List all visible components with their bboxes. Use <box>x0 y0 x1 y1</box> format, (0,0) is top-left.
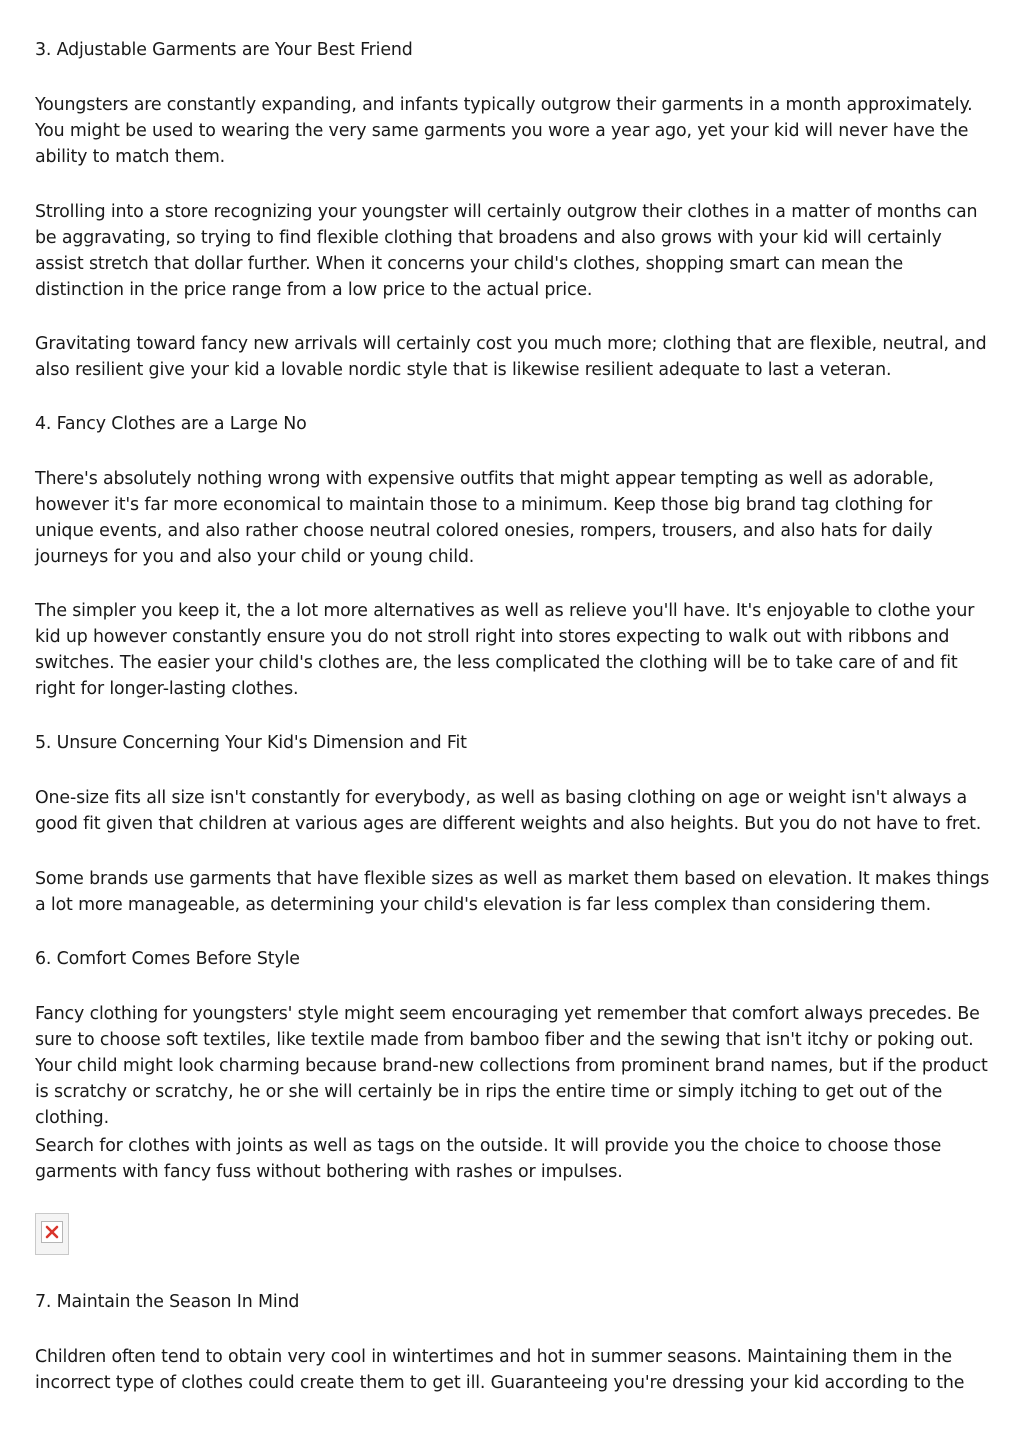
section-heading-6: 6. Comfort Comes Before Style <box>35 949 300 969</box>
paragraph-3b: Strolling into a store recognizing your youngster will certainly outgrow their clothes in a matter of months can be aggravating, so trying to find flexible clothing that broadens and also grows with your kid will certainly assist stretch that dollar further. When it concerns your child's clothes, shopping smart can mean the distinction in the price range from a low price to the actual price. <box>35 202 978 300</box>
paragraph-4a: There's absolutely nothing wrong with expensive outfits that might appear tempting as well as adorable, however it's far more economical to maintain those to a minimum. Keep those big brand tag clothing for unique events, and also rather choose neutral colored onesies, rompers, trousers, and also hats for daily journeys for you and also your child or young child. <box>35 469 934 567</box>
paragraph-5b: Some brands use garments that have flexible sizes as well as market them based on elevation. It makes things a lot more manageable, as determining your child's elevation is far less complex than considering them. <box>35 869 990 915</box>
close-x-icon <box>45 1225 59 1239</box>
section-heading-5: 5. Unsure Concerning Your Kid's Dimension and Fit <box>35 733 467 753</box>
section-heading-3: 3. Adjustable Garments are Your Best Friend <box>35 40 413 60</box>
broken-image-icon <box>35 1213 69 1255</box>
paragraph-3c: Gravitating toward fancy new arrivals will certainly cost you much more; clothing that are flexible, neutral, and also resilient give your kid a lovable nordic style that is likewise resilient adequate to last a veteran. <box>35 334 987 380</box>
paragraph-6a: Fancy clothing for youngsters' style might seem encouraging yet remember that comfort always precedes. Be sure to choose soft textiles, like textile made from bamboo fiber and the sewing that isn't itchy or poking out. Your child might look charming because brand-new collections from prominent brand names, but if the product is scratchy or scratchy, he or she will certainly be in rips the entire time or simply itching to get out of the clothing. <box>35 1004 988 1128</box>
section-heading-7: 7. Maintain the Season In Mind <box>35 1292 300 1312</box>
paragraph-5a: One-size fits all size isn't constantly for everybody, as well as basing clothing on age or weight isn't always a good fit given that children at various ages are different weights and also heights. But you do not have to fret. <box>35 788 982 834</box>
section-heading-4: 4. Fancy Clothes are a Large No <box>35 414 307 434</box>
paragraph-6b: Search for clothes with joints as well as tags on the outside. It will provide you the choice to choose those garments with fancy fuss without bothering with rashes or impulses. <box>35 1136 942 1182</box>
broken-image-frame <box>41 1221 63 1243</box>
paragraph-4b: The simpler you keep it, the a lot more alternatives as well as relieve you'll have. It's enjoyable to clothe your kid up however constantly ensure you do not stroll right into stores expecting to walk out with ribbons and switches. The easier your child's clothes are, the less complicated the clothing will be to take care of and fit right for longer-lasting clothes. <box>35 601 975 699</box>
paragraph-3a: Youngsters are constantly expanding, and infants typically outgrow their garments in a month approximately. You might be used to wearing the very same garments you wore a year ago, yet your kid will never have the ability to match them. <box>35 95 973 167</box>
paragraph-7a: Children often tend to obtain very cool in wintertimes and hot in summer seasons. Maintaining them in the incorrect type of clothes could create them to get ill. Guaranteeing you're dressing your kid according to the <box>35 1347 965 1393</box>
